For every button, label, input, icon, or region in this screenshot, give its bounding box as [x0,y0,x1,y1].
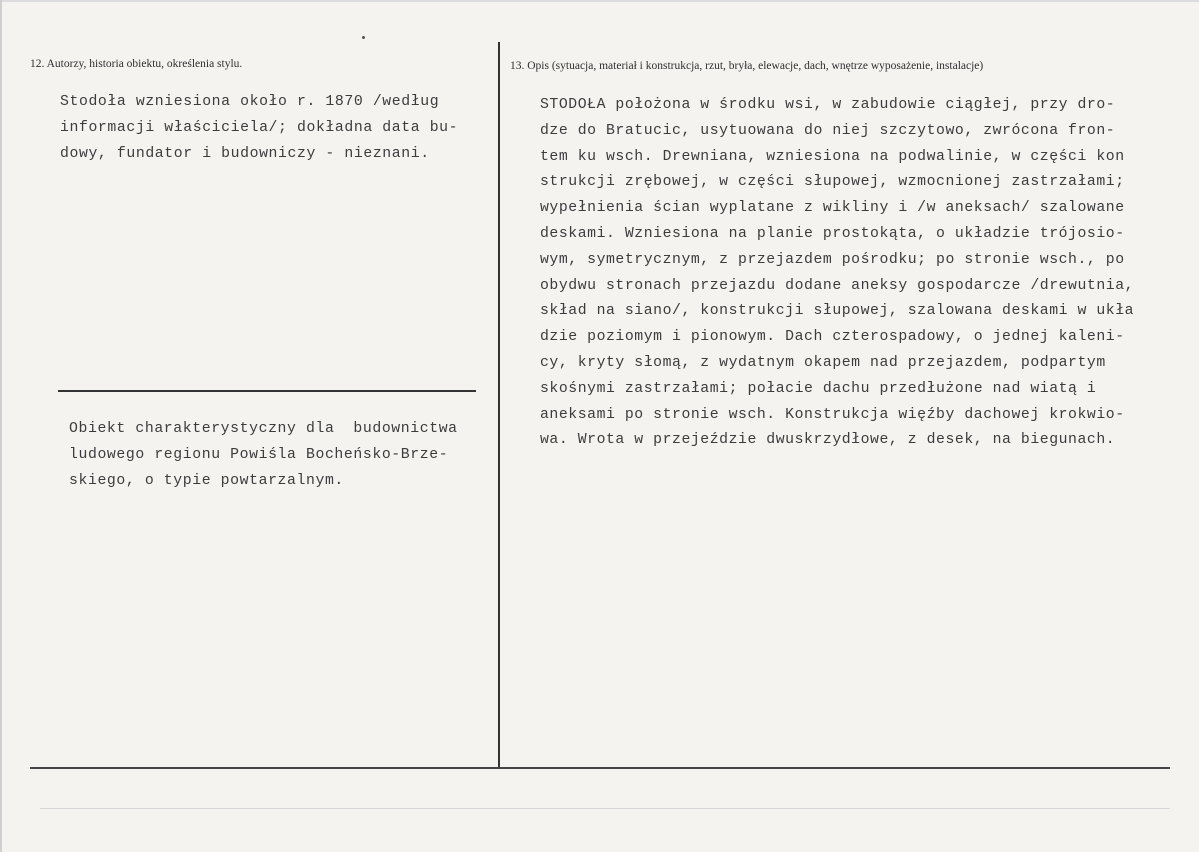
character-line: Obiekt charakterystyczny dla budownictwa [69,421,458,437]
column-divider [498,42,500,768]
bottom-rule [30,767,1170,769]
description-line: strukcji zrębowej, w części słupowej, wzmocnionej zastrzałami; [540,174,1125,191]
description-line: cy, kryty słomą, z wydatnym okapem nad przejazdem, podpartym [540,354,1106,371]
card-top-edge [0,0,1199,2]
character-line: ludowego regionu Powiśla Bocheńsko-Brze- [69,446,449,463]
history-line: Stodoła wzniesiona około r. 1870 /według [60,94,440,110]
description-line: dzie poziomym i pionowym. Dach czterospadowy, o jednej kaleni- [540,329,1125,346]
description-line: wa. Wrota w przejeździe dwuskrzydłowe, z desek, na biegunach. [540,432,1116,449]
description-line: STODOŁA położona w środku wsi, w zabudowie ciągłej, przy dro- [540,97,1116,113]
description-line: dze do Bratucic, usytuowana do niej szczytowo, zwrócona fron- [540,122,1116,139]
character-text [69,417,458,494]
history-text [60,90,458,167]
field-13-header: 13. Opis (sytuacja, materiał i konstrukcja, rzut, bryła, elewacje, dach, wnętrze wyposażenie, instalacje) [510,60,984,72]
description-line: tem ku wsch. Drewniana, wzniesiona na podwalinie, w części kon [540,148,1125,165]
description-line: wym, symetrycznym, z przejazdem pośrodku; po stronie wsch., po [540,251,1125,268]
description-line: aneksami po stronie wsch. Konstrukcja więźby dachowej krokwio- [540,406,1125,423]
faint-rule [40,808,1170,809]
description-text [540,93,1134,454]
card-left-edge [0,0,2,852]
history-line: dowy, fundator i budowniczy - nieznani. [60,145,430,162]
description-line: deskami. Wzniesiona na planie prostokąta, o układzie trójosio- [540,225,1125,242]
character-line: skiego, o typie powtarzalnym. [69,472,344,489]
description-line: skład na siano/, konstrukcji słupowej, szalowana deskami w ukła [540,303,1135,320]
field-12-header: 12. Autorzy, historia obiektu, określenia stylu. [30,58,243,70]
description-line: obydwu stronach przejazdu dodane aneksy gospodarcze /drewutnia, [540,277,1135,294]
ink-speck [362,36,365,39]
section-divider [58,390,476,392]
description-line: wypełnienia ścian wyplatane z wikliny i /w aneksach/ szalowane [540,200,1125,217]
history-line: informacji właściciela/; dokładna data bu- [60,119,459,136]
description-line: skośnymi zastrzałami; połacie dachu przedłużone nad wiatą i [540,380,1097,397]
